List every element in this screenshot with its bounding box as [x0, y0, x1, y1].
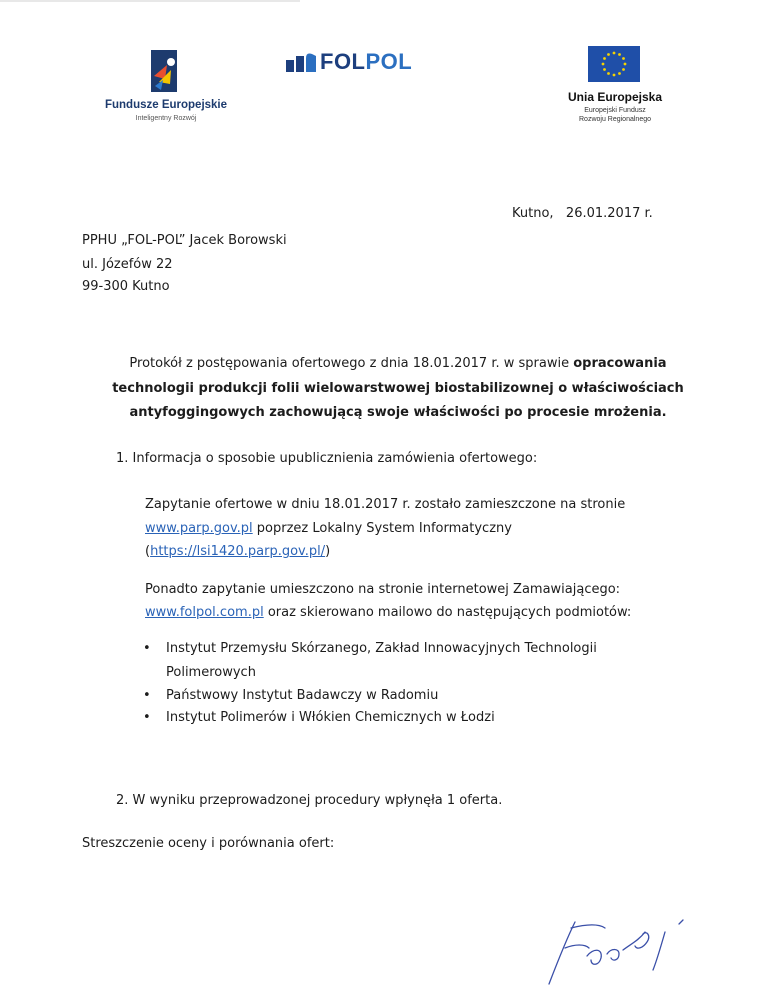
item-1-para-1-line-2-rest: poprzez Lokalny System Informatyczny: [252, 521, 512, 536]
folpol-roll-icon: [286, 52, 316, 72]
item-1-para-1-line-2: [145, 521, 512, 537]
handwritten-signature: [535, 914, 725, 986]
address-line-1: PPHU „FOL-POL” Jacek Borowski: [82, 233, 287, 248]
bullet-2-line-1: Państwowy Instytut Badawczy w Radomiu: [166, 688, 439, 703]
item-1-para-2-line-2-rest: oraz skierowano mailowo do następujących podmiotów:: [263, 605, 632, 620]
item-1-para-1-line-3: [145, 544, 330, 560]
bullet-marker: •: [143, 641, 151, 656]
item-1-heading-text: Informacja o sposobie upublicznienia zamówienia ofertowego:: [132, 451, 538, 466]
folpol-link[interactable]: www.folpol.com.pl: [145, 605, 264, 620]
subject-line-2: technologii produkcji folii wielowarstwowej biostabilizownej o właściwościach: [112, 381, 684, 396]
paren-close: ): [325, 544, 331, 559]
eu-subtitle-line1: Europejski Fundusz: [584, 107, 646, 114]
bullet-3-line-1: Instytut Polimerów i Włókien Chemicznych w Łodzi: [166, 710, 495, 725]
item-1-heading: [116, 451, 537, 467]
address-line-3: 99-300 Kutno: [82, 279, 170, 294]
summary-heading: Streszczenie oceny i porównania ofert:: [82, 836, 335, 851]
eu-flag-icon: [588, 46, 640, 82]
address-line-2: ul. Józefów 22: [82, 257, 173, 272]
item-2-number: 2.: [116, 793, 129, 808]
document-date: Kutno, 26.01.2017 r.: [512, 206, 653, 221]
subject-line-1-normal: Protokół z postępowania ofertowego z dnia 18.01.2017 r. w sprawie: [129, 356, 574, 371]
paren-open: (: [145, 544, 151, 559]
item-2-text: W wyniku przeprowadzonej procedury wpłynęła 1 oferta.: [132, 793, 503, 808]
item-1-number: 1.: [116, 451, 129, 466]
folpol-wordmark: [320, 50, 412, 74]
eu-title: Unia Europejska: [567, 90, 663, 104]
subject-line-1: [78, 356, 718, 372]
folpol-logo: [286, 50, 412, 74]
item-2: [116, 793, 502, 809]
bullet-1-line-1: Instytut Przemysłu Skórzanego, Zakład Innowacyjnych Technologii: [166, 641, 597, 656]
fundusze-europejskie-subtitle: Inteligentny Rozwój: [135, 115, 197, 122]
scan-edge: [0, 0, 300, 2]
folpol-word-pol: POL: [365, 49, 413, 74]
subject-line-1-bold: opracowania: [573, 356, 667, 371]
lsi-link[interactable]: https://lsi1420.parp.gov.pl/: [150, 544, 326, 559]
fundusze-europejskie-title: Fundusze Europejskie: [104, 99, 228, 111]
item-1-para-2-line-1: Ponadto zapytanie umieszczono na stronie internetowej Zamawiającego:: [145, 582, 621, 597]
subject-line-3: antyfoggingowych zachowującą swoje właściwości po procesie mrożenia.: [129, 405, 667, 420]
fundusze-europejskie-logo-icon: [151, 50, 181, 92]
folpol-word-fol: FOL: [320, 49, 366, 74]
bullet-1-line-2: Polimerowych: [166, 665, 256, 680]
bullet-marker: •: [143, 710, 151, 725]
eu-subtitle-line2: Rozwoju Regionalnego: [579, 116, 651, 123]
item-1-para-1-line-1: Zapytanie ofertowe w dniu 18.01.2017 r. zostało zamieszczone na stronie: [145, 497, 626, 512]
bullet-marker: •: [143, 688, 151, 703]
item-1-para-2-line-2: [145, 605, 631, 621]
parp-link[interactable]: www.parp.gov.pl: [145, 521, 253, 536]
